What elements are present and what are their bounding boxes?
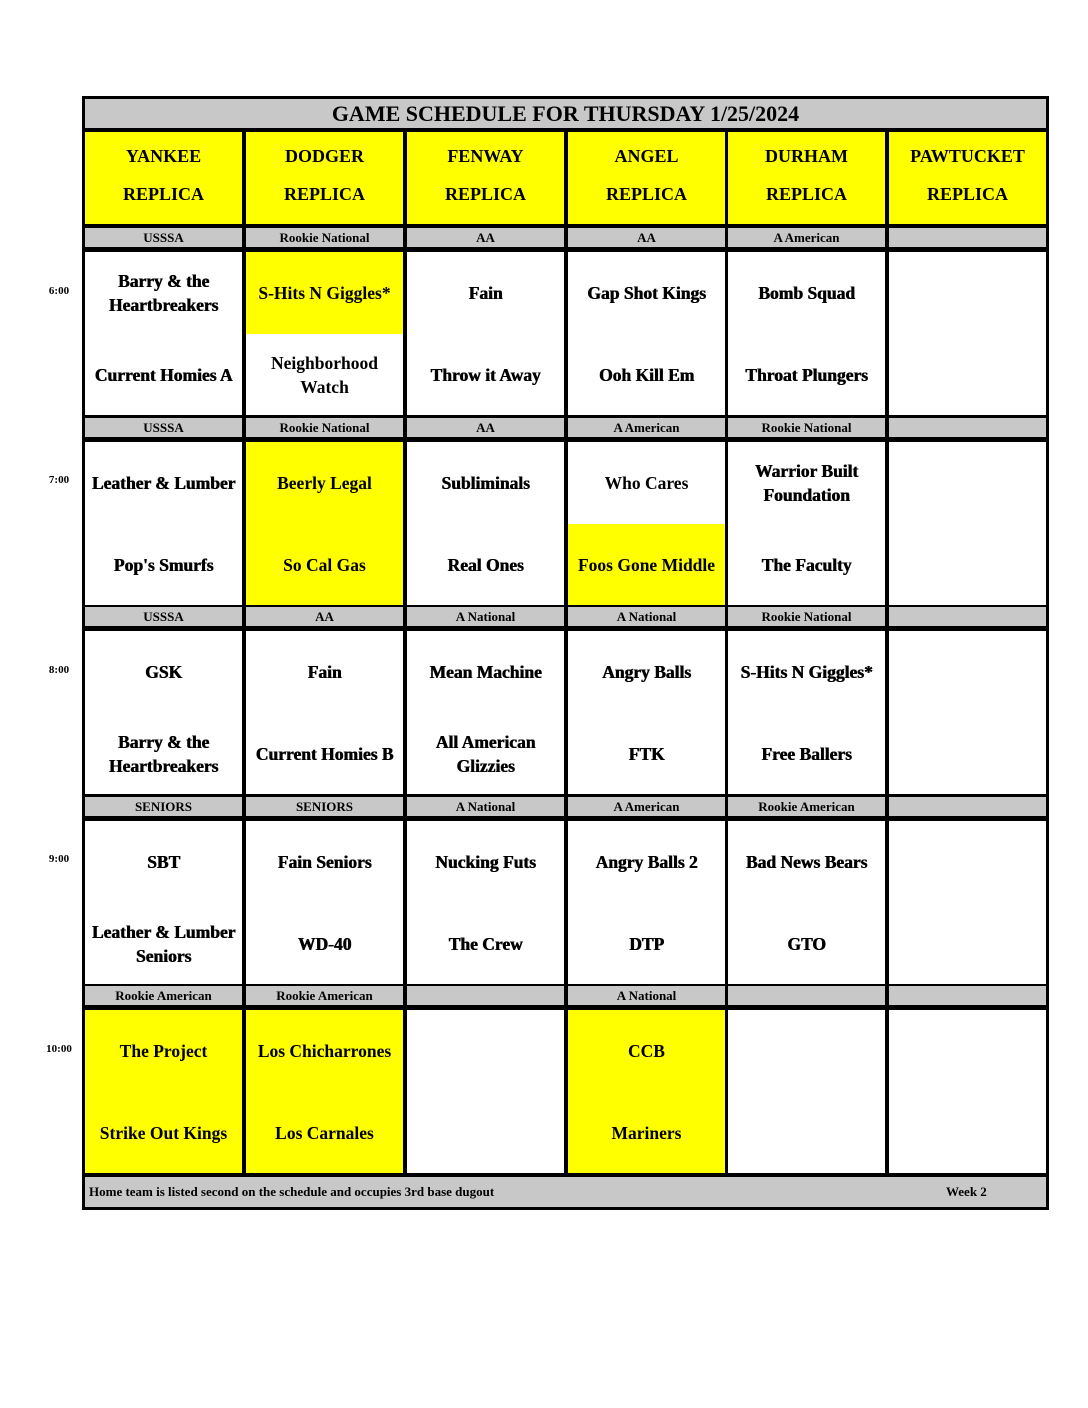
division-label: A American (728, 228, 885, 247)
team-home (407, 1092, 564, 1173)
team-home (889, 334, 1046, 415)
division-label (889, 418, 1046, 437)
team-away: GSK (85, 631, 242, 713)
team-away: Los Chicharrones (246, 1010, 403, 1092)
field-subtitle: REPLICA (605, 184, 687, 204)
team-home: Leather & Lumber Seniors (85, 903, 242, 984)
field-name: DURHAM (765, 146, 848, 166)
division-label (728, 986, 885, 1005)
division-label (889, 986, 1046, 1005)
division-label: Rookie National (728, 607, 885, 626)
team-home (889, 903, 1046, 984)
division-label: Rookie American (85, 986, 242, 1005)
division-label: A National (568, 986, 725, 1005)
team-away: S-Hits N Giggles* (246, 252, 403, 334)
field-name: ANGEL (614, 146, 679, 166)
division-label: A American (568, 797, 725, 816)
team-away: Barry & the Heartbreakers (85, 252, 242, 334)
field-subtitle: REPLICA (444, 184, 526, 204)
division-label: Rookie American (246, 986, 403, 1005)
team-away: Warrior Built Foundation (728, 442, 885, 524)
team-away: Gap Shot Kings (568, 252, 725, 334)
team-home: Current Homies A (85, 334, 242, 415)
time-label: 6:00 (48, 285, 70, 297)
division-label: USSSA (85, 607, 242, 626)
division-label (889, 607, 1046, 626)
division-label: SENIORS (85, 797, 242, 816)
team-home: Pop's Smurfs (85, 524, 242, 605)
division-label: USSSA (85, 418, 242, 437)
team-away (889, 1010, 1046, 1092)
team-away (728, 1010, 885, 1092)
team-home: WD-40 (246, 903, 403, 984)
division-label: Rookie American (728, 797, 885, 816)
division-label: Rookie National (246, 228, 403, 247)
team-away: Subliminals (407, 442, 564, 524)
team-away: Bad News Bears (728, 821, 885, 903)
team-away (889, 252, 1046, 334)
time-label: 7:00 (48, 474, 70, 486)
team-home (728, 1092, 885, 1173)
division-label (889, 797, 1046, 816)
team-home: Ooh Kill Em (568, 334, 725, 415)
footer-bar (85, 1177, 1046, 1207)
team-home: All American Glizzies (407, 713, 564, 794)
division-label: A National (407, 607, 564, 626)
field-name: FENWAY (447, 146, 524, 166)
division-label: Rookie National (246, 418, 403, 437)
team-away: Angry Balls (568, 631, 725, 713)
division-label (407, 986, 564, 1005)
team-away: Nucking Futs (407, 821, 564, 903)
team-home: Foos Gone Middle (568, 524, 725, 605)
team-home: Mariners (568, 1092, 725, 1173)
team-away: The Project (85, 1010, 242, 1092)
team-home: Throw it Away (407, 334, 564, 415)
division-label (889, 228, 1046, 247)
team-home: The Faculty (728, 524, 885, 605)
team-away: Mean Machine (407, 631, 564, 713)
field-header-fenway (407, 132, 564, 224)
field-name: YANKEE (125, 146, 202, 166)
division-label: A National (407, 797, 564, 816)
time-label: 9:00 (48, 853, 70, 865)
division-label: A National (568, 607, 725, 626)
team-home: Current Homies B (246, 713, 403, 794)
team-home (889, 524, 1046, 605)
week-label: Week 2 (946, 1184, 987, 1199)
field-subtitle: REPLICA (926, 184, 1008, 204)
team-home (889, 713, 1046, 794)
schedule-grid (82, 96, 1049, 1210)
division-label: Rookie National (728, 418, 885, 437)
team-home: Throat Plungers (728, 334, 885, 415)
field-header-durham (728, 132, 885, 224)
field-subtitle: REPLICA (765, 184, 847, 204)
team-away: CCB (568, 1010, 725, 1092)
team-home: Barry & the Heartbreakers (85, 713, 242, 794)
field-header-dodger (246, 132, 403, 224)
division-label: AA (407, 418, 564, 437)
division-label: USSSA (85, 228, 242, 247)
field-subtitle: REPLICA (283, 184, 365, 204)
field-name: DODGER (284, 146, 364, 166)
field-name: PAWTUCKET (910, 146, 1025, 166)
team-away (889, 821, 1046, 903)
team-away (889, 442, 1046, 524)
team-home: Real Ones (407, 524, 564, 605)
team-away: SBT (85, 821, 242, 903)
footer-note: Home team is listed second on the schedule and occupies 3rd base dugout (89, 1184, 495, 1199)
team-away: Fain (246, 631, 403, 713)
team-away: Who Cares (568, 442, 725, 524)
division-label: SENIORS (246, 797, 403, 816)
team-home: FTK (568, 713, 725, 794)
division-label: AA (407, 228, 564, 247)
team-away: Angry Balls 2 (568, 821, 725, 903)
field-subtitle: REPLICA (122, 184, 204, 204)
team-home: So Cal Gas (246, 524, 403, 605)
schedule-title: GAME SCHEDULE FOR THURSDAY 1/25/2024 (85, 99, 1046, 128)
team-home: Free Ballers (728, 713, 885, 794)
team-away: Fain (407, 252, 564, 334)
team-away: S-Hits N Giggles* (728, 631, 885, 713)
field-header-yankee (85, 132, 242, 224)
team-home: Los Carnales (246, 1092, 403, 1173)
team-home (889, 1092, 1046, 1173)
division-label: AA (568, 228, 725, 247)
team-away: Beerly Legal (246, 442, 403, 524)
team-home: Strike Out Kings (85, 1092, 242, 1173)
team-home: DTP (568, 903, 725, 984)
team-home: Neighborhood Watch (246, 334, 403, 415)
time-label: 10:00 (46, 1043, 72, 1055)
team-away: Fain Seniors (246, 821, 403, 903)
team-away: Bomb Squad (728, 252, 885, 334)
team-home: The Crew (407, 903, 564, 984)
division-label: AA (246, 607, 403, 626)
team-away: Leather & Lumber (85, 442, 242, 524)
field-header-pawtucket (889, 132, 1046, 224)
team-home: GTO (728, 903, 885, 984)
field-header-angel (568, 132, 725, 224)
division-label: A American (568, 418, 725, 437)
team-away (889, 631, 1046, 713)
time-label: 8:00 (48, 664, 70, 676)
team-away (407, 1010, 564, 1092)
